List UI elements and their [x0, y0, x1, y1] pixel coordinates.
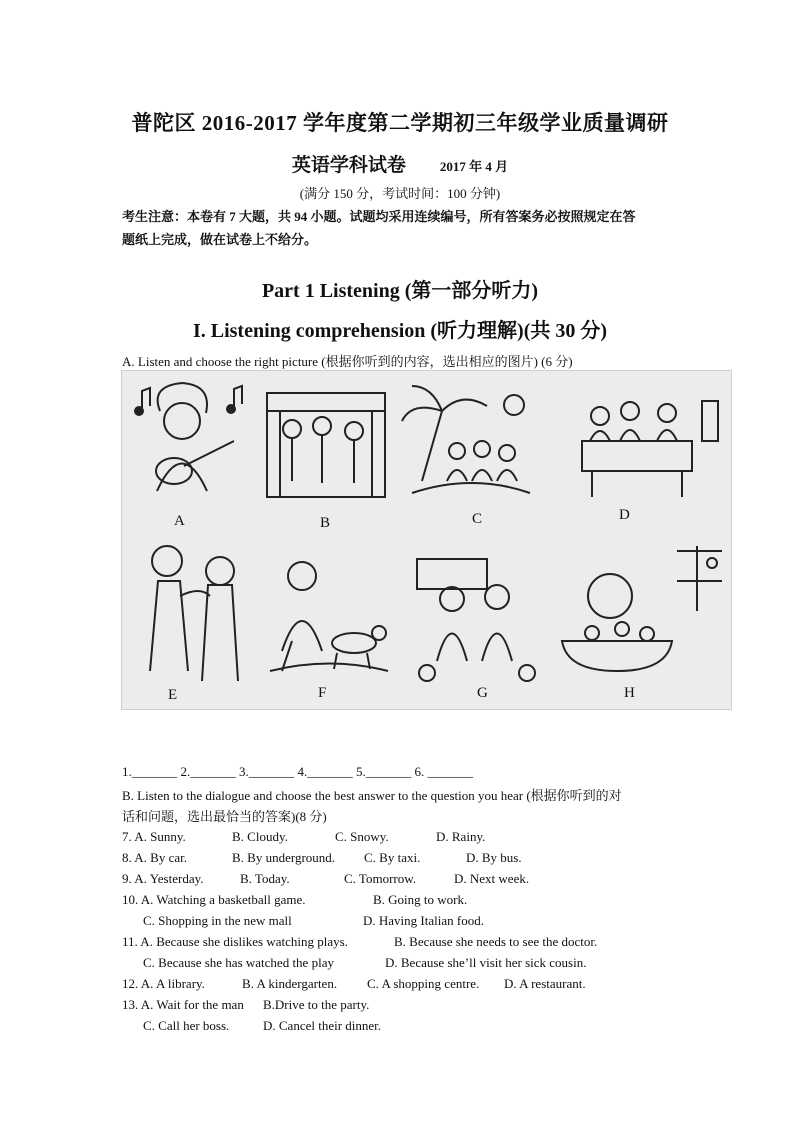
section-a-instruction: A. Listen and choose the right picture (根据你听到的内容，选出相应的图片) (6 分): [122, 354, 573, 369]
section-b-instruction: [122, 785, 692, 827]
answer-blanks: 1._______ 2._______ 3._______ 4._______ 5._______ 6. _______: [122, 764, 473, 779]
snow-dog-icon: [270, 562, 388, 671]
subject-title: [0, 150, 800, 177]
question-8-b: B. By underground.: [232, 850, 336, 865]
question-13-d: D. Cancel their dinner.: [263, 1018, 382, 1033]
question-12-a: 12. A. A library.: [122, 976, 205, 991]
question-9-b: B. Today.: [240, 871, 290, 886]
candidate-notice: [122, 205, 687, 251]
question-13-b: B.Drive to the party.: [263, 997, 370, 1012]
picture-label-a: A: [174, 513, 185, 529]
question-7-d: D. Rainy.: [436, 829, 486, 844]
subject-name: 英语学科试卷: [291, 155, 406, 176]
full-marks-note: (满分 150 分，考试时间：100 分钟): [299, 186, 501, 201]
question-12-c: C. A shopping centre.: [367, 976, 480, 991]
picture-label-c: C: [472, 511, 483, 527]
question-9-a: 9. A. Yesterday.: [122, 871, 204, 886]
question-13-a: 13. A. Wait for the man: [122, 997, 244, 1012]
picture-label-e: E: [168, 687, 178, 703]
question-10-b: B. Going to work.: [373, 892, 468, 907]
question-11-d: D. Because she’ll visit her sick cousin.: [385, 955, 587, 970]
beach-picnic-icon: [402, 386, 530, 493]
exam-date: 2017 年 4 月: [439, 159, 509, 174]
section-b-instruction-line-2: 话和问题，选出最恰当的答案)(8 分): [122, 809, 327, 824]
crowded-bus-icon: [267, 393, 385, 497]
doctor-patient-icon: [150, 546, 238, 681]
picture-drawings: [122, 371, 731, 709]
question-11-b: B. Because she needs to see the doctor.: [394, 934, 598, 949]
question-13-c: C. Call her boss.: [143, 1018, 230, 1033]
part-title: Part 1 Listening (第一部分听力): [261, 280, 539, 302]
notice-line-1: 考生注意：本卷有 7 大题，共 94 小题。试题均采用连续编号，所有答案务必按照规定在答: [122, 209, 636, 224]
exam-title: 普陀区 2016-2017 学年度第二学期初三年级学业质量调研: [131, 111, 669, 135]
picture-label-b: B: [320, 515, 331, 531]
section-title: I. Listening comprehension (听力理解)(共 30 分): [192, 320, 608, 342]
section-b-instruction-line-1: B. Listen to the dialogue and choose the best answer to the question you hear (根据你听到的对: [122, 788, 622, 803]
picture-label-d: D: [619, 507, 630, 523]
question-9-c: C. Tomorrow.: [344, 871, 417, 886]
picture-label-f: F: [318, 685, 327, 701]
question-11-c: C. Because she has watched the play: [143, 955, 334, 970]
bath-child-icon: [562, 546, 722, 671]
question-12-b: B. A kindergarten.: [242, 976, 338, 991]
question-8-a: 8. A. By car.: [122, 850, 187, 865]
question-8-d: D. By bus.: [466, 850, 522, 865]
picture-label-g: G: [477, 685, 488, 701]
notice-line-2: 题纸上完成，做在试卷上不给分。: [122, 232, 318, 247]
question-8-c: C. By taxi.: [364, 850, 421, 865]
question-10-d: D. Having Italian food.: [363, 913, 484, 928]
question-7-b: B. Cloudy.: [232, 829, 288, 844]
question-9-d: D. Next week.: [454, 871, 530, 886]
guitar-singer-icon: [135, 383, 242, 491]
question-10-c: C. Shopping in the new mall: [143, 913, 292, 928]
question-7-c: C. Snowy.: [335, 829, 389, 844]
question-12-d: D. A restaurant.: [504, 976, 586, 991]
office-meeting-icon: [582, 401, 718, 497]
question-11-a: 11. A. Because she dislikes watching plays.: [122, 934, 348, 949]
question-7-a: 7. A. Sunny.: [122, 829, 186, 844]
football-players-icon: [417, 559, 535, 681]
question-10-a: 10. A. Watching a basketball game.: [122, 892, 306, 907]
picture-panel: [121, 370, 732, 710]
picture-label-h: H: [624, 685, 635, 701]
